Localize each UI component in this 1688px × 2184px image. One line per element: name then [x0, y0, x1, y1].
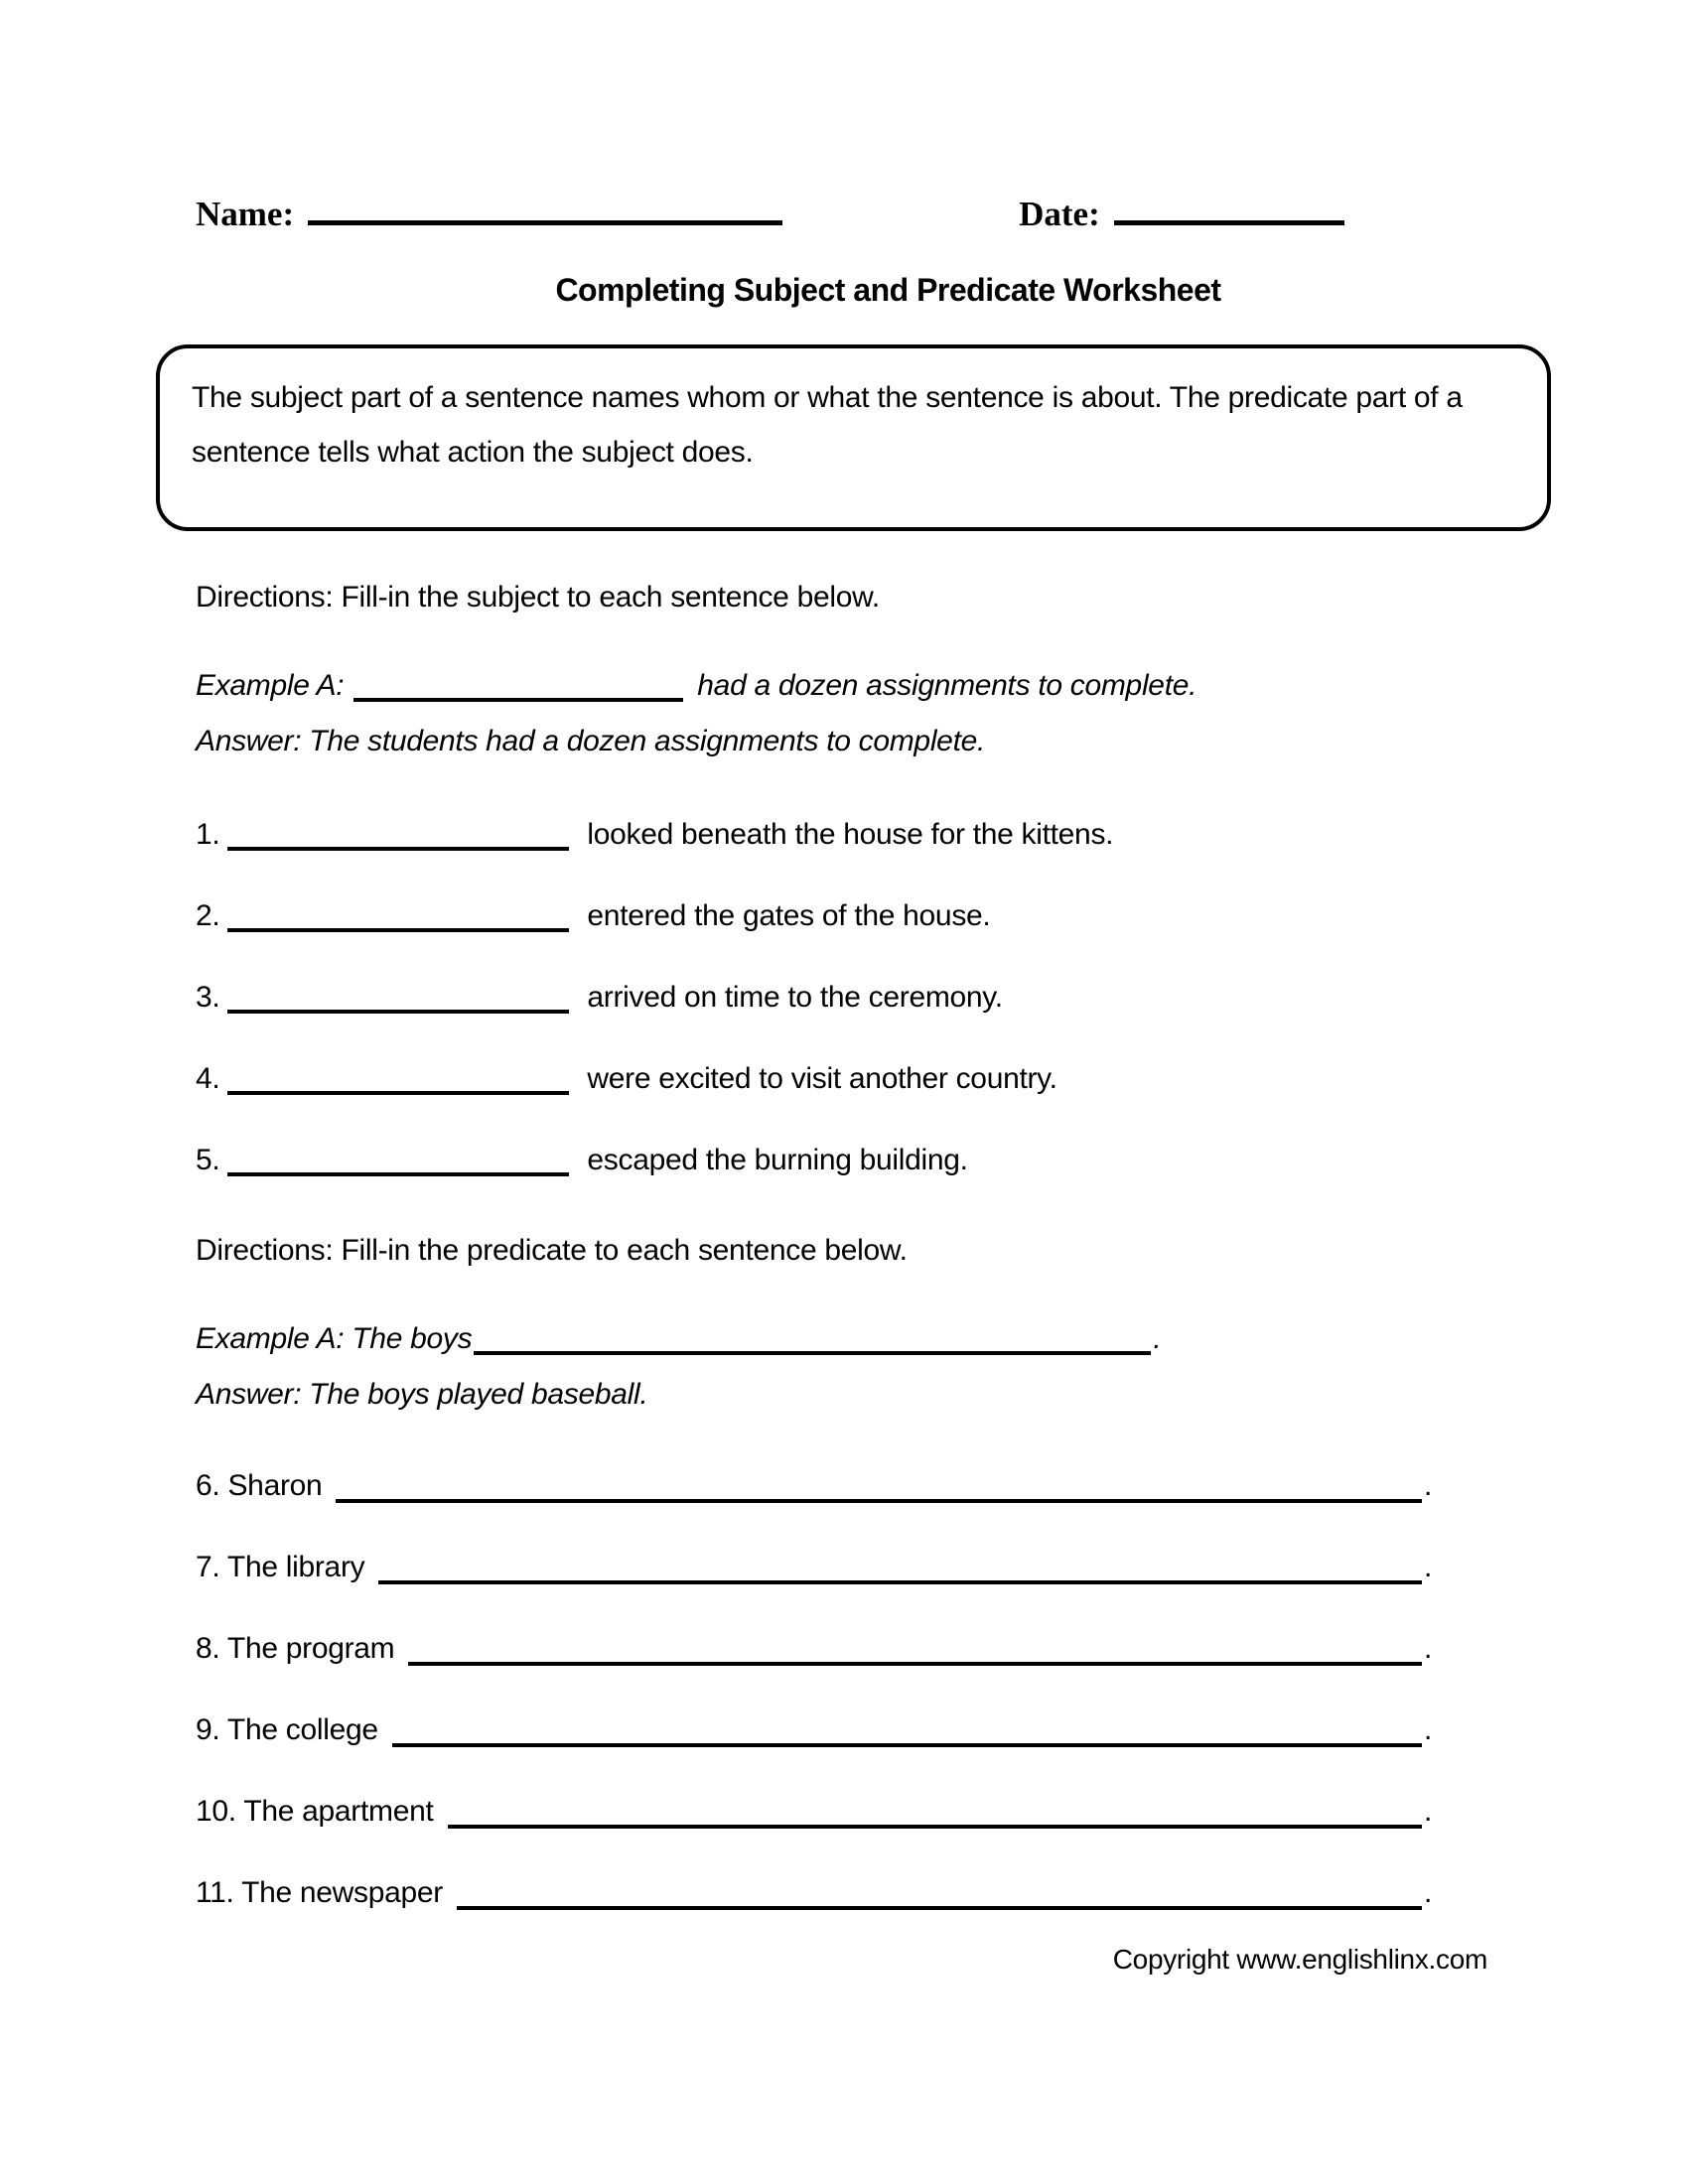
example-predicate-blank-line: [474, 1321, 1151, 1355]
item-text: were excited to visit another country.: [587, 1062, 1057, 1095]
example-subject-label: Example A:: [196, 669, 345, 702]
date-field-group: [1019, 191, 1344, 234]
example-predicate-label: Example A: The boys: [196, 1322, 473, 1355]
item-number: 7.: [196, 1551, 220, 1583]
definition-box: [156, 344, 1551, 531]
worksheet-item-9: [196, 1710, 1432, 1750]
item-number: 5.: [196, 1144, 220, 1176]
date-label: Date:: [1019, 195, 1100, 233]
worksheet-item-11: [196, 1873, 1432, 1913]
item-period: .: [1423, 1713, 1432, 1746]
item-text: entered the gates of the house.: [587, 899, 991, 932]
worksheet-item-4: [196, 1059, 1544, 1099]
copyright-text: Copyright www.englishlinx.com: [1112, 1944, 1487, 1975]
item-number: 9.: [196, 1713, 220, 1746]
definition-text: The subject part of a sentence names whom or what the sentence is about. The predicate part of a sentence tells what action the subject does.: [192, 381, 1463, 469]
item-number: 10.: [196, 1795, 236, 1828]
item-number: 8.: [196, 1632, 220, 1665]
item-number: 4.: [196, 1062, 220, 1095]
name-field-group: [196, 191, 782, 234]
example-subject-answer: Answer: The students had a dozen assignments to complete.: [196, 725, 986, 757]
item-text: The newspaper: [241, 1876, 443, 1909]
item-text: The library: [226, 1551, 365, 1583]
example-subject-text: had a dozen assignments to complete.: [697, 669, 1197, 702]
worksheet-item-10: [196, 1792, 1432, 1832]
item-period: .: [1423, 1551, 1432, 1583]
directions-subject: Directions: Fill-in the subject to each sentence below.: [196, 581, 880, 614]
directions-predicate: Directions: Fill-in the predicate to each sentence below.: [196, 1234, 908, 1267]
header: [196, 191, 1544, 234]
example-subject: [196, 658, 1544, 769]
item-blank-line: [378, 1580, 1422, 1584]
worksheet-item-3: [196, 978, 1544, 1018]
name-blank-line: [308, 191, 782, 225]
item-blank-line: [336, 1499, 1422, 1503]
item-period: .: [1423, 1469, 1432, 1502]
item-number: 11.: [196, 1876, 234, 1909]
item-text: Sharon: [227, 1469, 323, 1502]
item-blank-line: [227, 817, 569, 851]
example-predicate-period: .: [1153, 1322, 1162, 1355]
item-text: arrived on time to the ceremony.: [587, 981, 1003, 1014]
item-blank-line: [408, 1662, 1422, 1666]
item-text: The program: [226, 1632, 395, 1665]
worksheet-item-8: [196, 1629, 1432, 1669]
example-subject-blank-line: [353, 668, 683, 702]
item-number: 1.: [196, 818, 220, 851]
worksheet-item-5: [196, 1141, 1544, 1180]
item-blank-line: [448, 1825, 1422, 1829]
item-lead: [196, 1792, 434, 1832]
item-period: .: [1423, 1876, 1432, 1909]
item-lead: [196, 1873, 443, 1913]
worksheet-item-2: [196, 896, 1544, 936]
item-period: .: [1423, 1632, 1432, 1665]
item-lead: [196, 1629, 394, 1669]
item-blank-line: [227, 1061, 569, 1095]
worksheet-item-7: [196, 1548, 1432, 1587]
example-predicate: [196, 1311, 1544, 1423]
item-text: escaped the burning building.: [587, 1144, 968, 1176]
item-blank-line: [457, 1906, 1422, 1910]
date-blank-line: [1114, 191, 1344, 225]
item-lead: [196, 1548, 364, 1587]
item-blank-line: [227, 898, 569, 932]
item-period: .: [1423, 1795, 1432, 1828]
item-number: 2.: [196, 899, 220, 932]
item-number: 3.: [196, 981, 220, 1014]
name-label: Name:: [196, 195, 295, 233]
item-blank-line: [392, 1743, 1422, 1747]
item-text: The college: [226, 1713, 378, 1746]
item-blank-line: [227, 980, 569, 1014]
item-blank-line: [227, 1143, 569, 1176]
item-text: The apartment: [243, 1795, 434, 1828]
example-predicate-answer: Answer: The boys played baseball.: [196, 1378, 648, 1411]
item-lead: [196, 1466, 322, 1506]
item-number: 6.: [196, 1469, 220, 1502]
worksheet-item-1: [196, 815, 1544, 855]
worksheet-item-6: [196, 1466, 1432, 1506]
page-title: Completing Subject and Predicate Worksheet: [555, 272, 1221, 308]
item-text: looked beneath the house for the kittens.: [587, 818, 1114, 851]
item-lead: [196, 1710, 378, 1750]
